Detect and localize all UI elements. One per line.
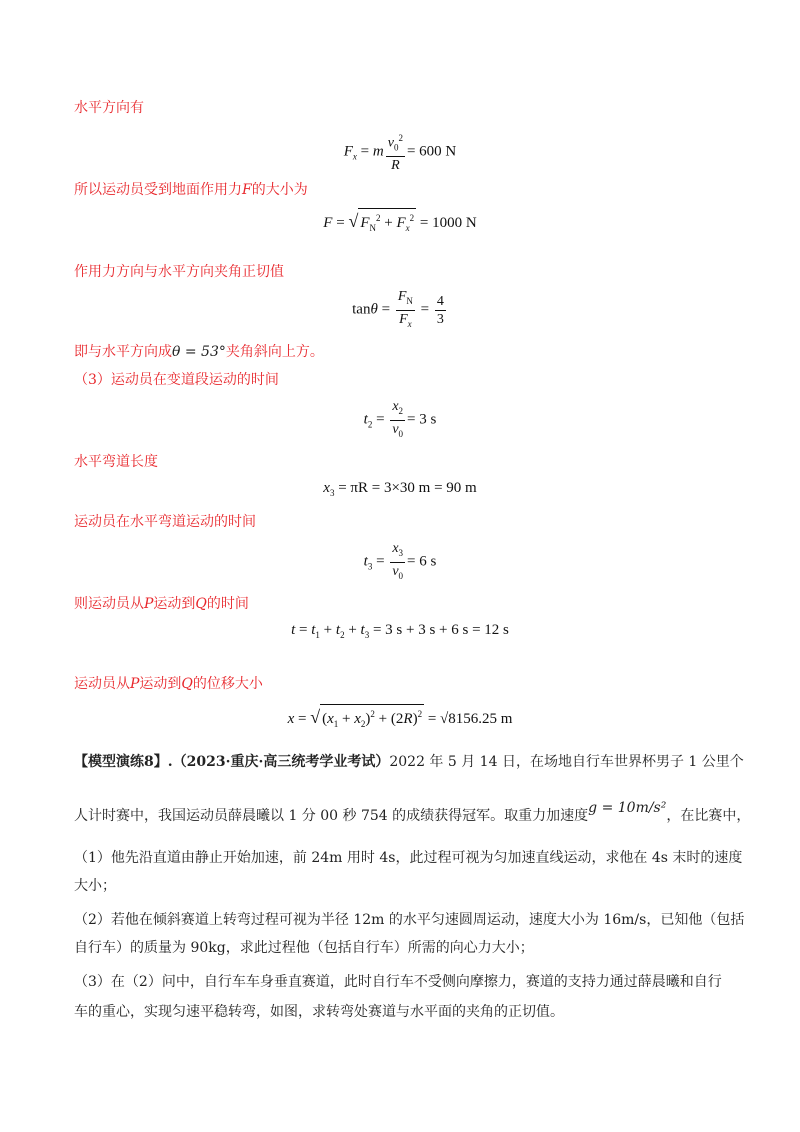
line-total-time-c: 的时间 <box>206 596 249 612</box>
equation-t2-rhs: = 3 s <box>407 411 437 428</box>
line-angle-a: 即与水平方向成 <box>74 344 172 360</box>
g-value: g = 10m/s² <box>588 800 667 816</box>
problem-intro-b: 人计时赛中，我国运动员薛晨曦以 1 分 00 秒 754 的成绩获得冠军。取重力加速度 <box>74 808 589 824</box>
line-force-magnitude-a: 所以运动员受到地面作用力 <box>74 182 242 198</box>
line-tangent: 作用力方向与水平方向夹角正切值 <box>74 264 284 280</box>
equation-t3-rhs: = 6 s <box>407 553 437 570</box>
line-total-time-b: 运动到 <box>153 596 196 612</box>
line-force-magnitude <box>74 180 308 200</box>
q3-line1: （3）在（2）问中，自行车车身垂直赛道，此时自行车不受侧向摩擦力，赛道的支持力通过薛晨曦和自行 <box>74 974 722 990</box>
equation-t-total-rhs: = 3 s + 3 s + 6 s = 12 s <box>372 622 509 638</box>
line-curve-length: 水平弯道长度 <box>74 454 158 470</box>
equation-x3: $x_3 = \pi R = 3\times 30$ m = 90 m <box>323 480 477 498</box>
var-p2: P <box>130 676 140 692</box>
equation-t-total: $t = t_1 + t_2 + t_3 = 3$ s + 3 s + 6 s = 12 s <box>291 622 509 640</box>
q1-line1: （1）他先沿直道由静止开始加速，前 24m 用时 4s，此过程可视为匀加速直线运动，求他在 4s 末时的速度 <box>74 850 743 866</box>
q2-line1: （2）若他在倾斜赛道上转弯过程可视为半径 12m 的水平匀速圆周运动，速度大小为 16m/s，已知他（包括 <box>74 912 745 928</box>
line-part3-time: （3）运动员在变道段运动的时间 <box>74 372 279 388</box>
tan-num: 4 <box>436 293 444 309</box>
problem-title: 【模型演练8】 <box>74 754 168 770</box>
problem-intro-line1 <box>74 752 744 772</box>
equation-fx-rhs: = 600 N <box>406 143 457 160</box>
var-f: F <box>242 182 252 198</box>
tan-den: 3 <box>436 311 444 327</box>
problem-intro-line2 <box>74 800 751 826</box>
line-force-magnitude-b: 的大小为 <box>251 182 308 198</box>
line-displacement-c: 的位移大小 <box>192 676 263 692</box>
line-angle-b: 夹角斜向上方。 <box>225 344 324 360</box>
equation-t3: $t_3$ = $\frac{x_3}{v_0}$ = 6 s <box>363 541 437 581</box>
line-displacement <box>74 674 263 694</box>
angle-value: θ = 53° <box>172 344 226 360</box>
var-q2: Q <box>181 676 193 692</box>
line-horizontal-direction: 水平方向有 <box>74 100 144 116</box>
problem-intro-a: 2022 年 5 月 14 日，在场地自行车世界杯男子 1 公里个 <box>389 754 744 770</box>
equation-displacement-rhs: = √8156.25 m <box>427 711 513 727</box>
equation-f-rhs: = 1000 N <box>419 215 477 231</box>
line-displacement-b: 运动到 <box>139 676 182 692</box>
equation-tan: tanθ = $\frac{F_N}{F_x}$ = $\frac{4}{3}$ <box>352 289 444 329</box>
equation-x3-rhs: = πR = 3×30 m = 90 m <box>338 480 477 496</box>
equation-displacement: x = √ $(x_1 + x_2)^2 + (2R)^2 = √8156.25$ m <box>0 704 800 733</box>
line-total-time <box>74 594 249 614</box>
line-displacement-a: 运动员从 <box>74 676 130 692</box>
q2-line2: 自行车）的质量为 90kg，求此过程他（包括自行车）所需的向心力大小； <box>74 940 534 956</box>
line-curve-time: 运动员在水平弯道运动的时间 <box>74 514 256 530</box>
problem-source: .（2023·重庆·高三统考学业考试） <box>167 754 390 770</box>
line-angle <box>74 342 324 362</box>
q1-line2: 大小； <box>74 878 116 894</box>
var-p: P <box>144 596 154 612</box>
line-total-time-a: 则运动员从 <box>74 596 144 612</box>
problem-intro-c: ，在比赛中， <box>666 808 751 824</box>
equation-t2: $t_2$ = $\frac{x_2}{v_0}$ = 3 s <box>363 399 437 439</box>
equation-fx: $F_x = m$ $\frac{v_0^2}{R}$ = 600 N <box>0 130 800 174</box>
q3-line2: 车的重心，实现匀速平稳转弯，如图，求转弯处赛道与水平面的夹角的正切值。 <box>74 1004 564 1020</box>
var-q: Q <box>195 596 207 612</box>
equation-f-total: F = √ $F_N^2 + F_x^2 = 1000$ N <box>0 208 800 237</box>
